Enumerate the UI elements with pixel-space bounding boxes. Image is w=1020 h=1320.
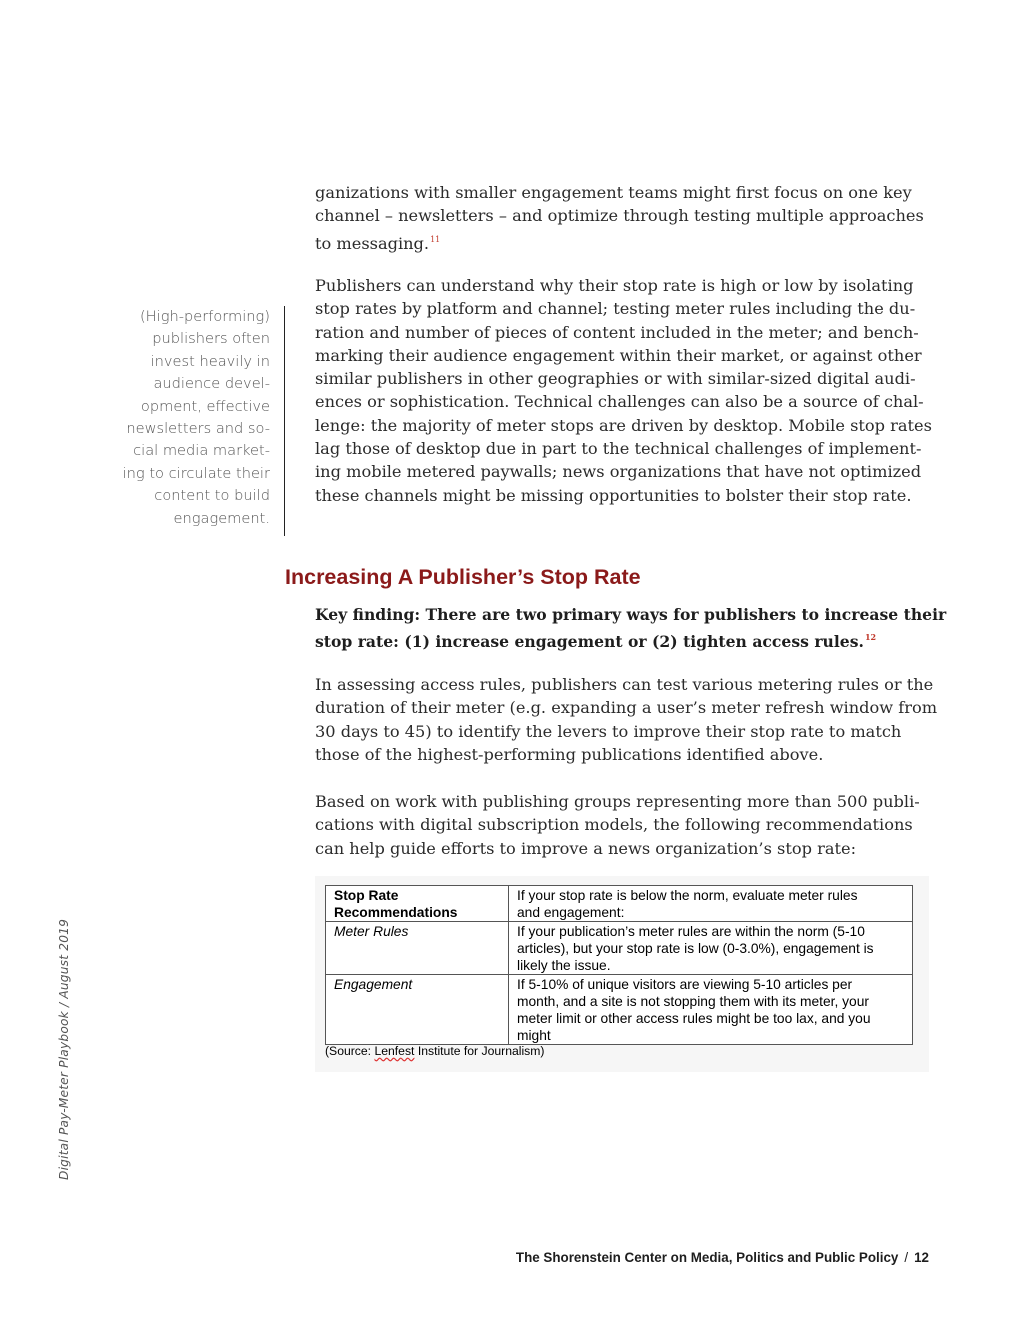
- table-row-label: Meter Rules: [326, 922, 509, 975]
- pull-quote-line: newsletters and so-: [126, 420, 270, 438]
- text-line: ration and number of pieces of content included in the meter; and bench-: [315, 322, 919, 342]
- text-line: similar publishers in other geographies or with similar-sized digital audi-: [315, 369, 916, 389]
- cell-line: If your stop rate is below the norm, evaluate meter rules: [517, 888, 858, 903]
- intro-paragraph: [315, 181, 927, 255]
- cell-line: articles), but your stop rate is low (0-3.0%), engagement is: [517, 941, 874, 956]
- footnote-marker[interactable]: 12: [864, 632, 877, 643]
- table-row: [326, 922, 913, 975]
- pull-quote-line: cial media market-: [133, 442, 270, 460]
- text-line: can help guide efforts to improve a news organization’s stop rate:: [315, 838, 857, 858]
- cell-line: Stop Rate: [334, 888, 399, 903]
- recommendations-table: [325, 885, 913, 1045]
- text-line: ganizations with smaller engagement teams might first focus on one key: [315, 183, 912, 202]
- page-footer: [516, 1250, 929, 1265]
- pull-quote: [110, 306, 270, 530]
- pull-quote-line: ing to circulate their: [122, 464, 270, 482]
- recommendations-table-figure: [315, 876, 929, 1072]
- cell-line: likely the issue.: [517, 958, 611, 973]
- page-number: 12: [914, 1250, 929, 1265]
- cell-line: If 5-10% of unique visitors are viewing 5-10 articles per: [517, 977, 853, 992]
- table-header-cell: [509, 886, 913, 922]
- text-line: marking their audience engagement within their market, or against other: [315, 345, 922, 365]
- text-line: 30 days to 45) to identify the levers to improve their stop rate to match: [315, 721, 902, 741]
- text-line: channel – newsletters – and optimize through testing multiple approaches: [315, 206, 924, 226]
- cell-line: meter limit or other access rules might be too lax, and you: [517, 1011, 871, 1026]
- text-line: lenge: the majority of meter stops are driven by desktop. Mobile stop rates: [315, 415, 932, 435]
- cell-line: Recommendations: [334, 905, 458, 920]
- pull-quote-line: (High-performing): [139, 308, 270, 325]
- table-header-row: [326, 886, 913, 922]
- table-cell: [509, 922, 913, 975]
- section-heading: Increasing A Publisher’s Stop Rate: [285, 565, 641, 589]
- pull-quote-line: engagement.: [173, 509, 270, 527]
- text-fragment: stop rate: (1) increase engagement or (2) tighten access rules.: [315, 632, 864, 652]
- stop-rate-paragraph: [315, 274, 932, 507]
- cell-line: month, and a site is not stopping them with its meter, your: [517, 994, 869, 1009]
- table-cell: [509, 975, 913, 1045]
- cell-line: and engagement:: [517, 905, 625, 920]
- text-line: ences or sophistication. Technical challenges can also be a source of chal-: [315, 392, 924, 412]
- publication-side-label: Digital Pay-Meter Playbook / August 2019: [57, 918, 71, 1180]
- cell-line: If your publication’s meter rules are within the norm (5-10: [517, 924, 865, 939]
- text-line: Key finding: There are two primary ways for publishers to increase their: [315, 605, 947, 624]
- text-line: these channels might be missing opportunities to bolster their stop rate.: [315, 485, 912, 505]
- cell-line: might: [517, 1028, 551, 1043]
- source-suffix: Institute for Journalism): [414, 1044, 545, 1058]
- text-fragment: to messaging.: [315, 233, 430, 253]
- footer-organization: The Shorenstein Center on Media, Politics and Public Policy: [515, 1250, 899, 1265]
- pull-quote-line: opment, effective: [140, 397, 270, 415]
- footnote-marker[interactable]: 11: [430, 234, 441, 244]
- access-rules-paragraph: [315, 673, 938, 766]
- pull-quote-line: publishers often: [152, 330, 270, 348]
- source-prefix: (Source:: [325, 1044, 375, 1058]
- text-line: Based on work with publishing groups representing more than 500 publi-: [315, 792, 920, 811]
- source-name: Lenfest: [374, 1044, 415, 1058]
- text-line: lag those of desktop due in part to the technical challenges of implement-: [315, 439, 922, 459]
- text-line: In assessing access rules, publishers can test various metering rules or the: [315, 675, 934, 694]
- text-line: Publishers can understand why their stop rate is high or low by isolating: [315, 276, 914, 295]
- text-line: [315, 626, 927, 653]
- key-finding: [315, 603, 947, 654]
- pull-quote-divider: [284, 306, 285, 536]
- text-line: stop rates by platform and channel; testing meter rules including the du-: [315, 299, 916, 319]
- text-line: duration of their meter (e.g. expanding a user’s meter refresh window from: [315, 698, 938, 718]
- table-source-note: [325, 1044, 544, 1058]
- table-row-label: Engagement: [326, 975, 509, 1045]
- table-header-cell: [326, 886, 509, 922]
- pull-quote-line: content to build: [154, 487, 270, 505]
- pull-quote-line: audience devel-: [153, 375, 270, 393]
- recommendations-intro-paragraph: [315, 790, 927, 860]
- footer-separator: /: [904, 1250, 909, 1265]
- text-line: ing mobile metered paywalls; news organizations that have not optimized: [315, 462, 922, 482]
- text-line: cations with digital subscription models, the following recommendations: [315, 815, 913, 835]
- text-line: those of the highest-performing publications identified above.: [315, 744, 824, 764]
- pull-quote-line: invest heavily in: [150, 352, 270, 370]
- text-line: [315, 228, 927, 255]
- table-row: [326, 975, 913, 1045]
